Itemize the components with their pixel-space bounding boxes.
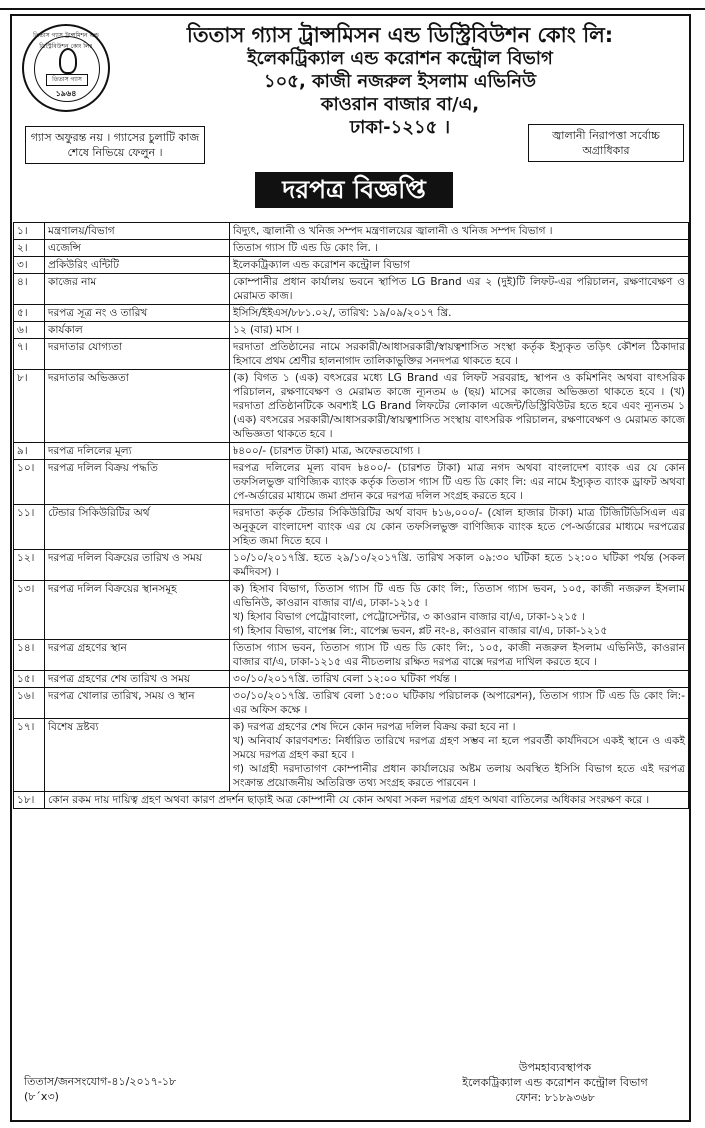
row-label: মন্ত্রণালয়/বিভাগ (45, 223, 230, 240)
letterhead (110, 24, 690, 139)
table-row (14, 640, 689, 671)
row-value-line: খ) হিসাব বিভাগ পেট্রোবাংলা, পেট্রোসেন্টার, ৩ কাওরান বাজার বা/এ, ঢাকা-১২১৫ । (233, 611, 585, 623)
row-value-line: ৳৪০০/- (চারশত টাকা) মাত্র, অফেরতযোগ্য । (233, 445, 421, 457)
address-line-1: ১০৫, কাজী নজরুল ইসলাম এভিনিউ (263, 71, 537, 92)
address-line-2: কাওরান বাজার বা/এ, (320, 94, 480, 115)
gas-saving-note: গ্যাস অফুরন্ত নয় । গ্যাসের চুলাটি কাজ শেষে নিভিয়ে ফেলুন । (25, 126, 205, 164)
row-label: দরদাতার যোগ্যতা (45, 339, 230, 370)
row-label: কাজের নাম (45, 274, 230, 305)
row-value (230, 240, 689, 257)
row-value-line: গ) আগ্রহী দরদাতাগণ কোম্পানীর প্রধান কার্যালয়ের অষ্টম তলায় অবস্থিত ইসিসি বিভাগ হতে এই দরপত্র সংক্রান্ত প্রয়োজনীয় অতিরিক্ত তথ্য সংগ্রহ করতে পারবেন । (233, 763, 685, 789)
row-value-line: ১০/১০/২০১৭খ্রি. হতে ২৯/১০/২০১৭খ্রি. তারিখ সকাল ০৯:৩০ ঘটিকা হতে ১২:০০ ঘটিকা পর্যন্ত (সকল কর্মদিবস) । (233, 552, 685, 578)
row-value-line: ইসিসি/ইইএস/৮৮১.০২/, তারিখ: ১৯/০৯/২০১৭ খ্রি. (233, 307, 452, 319)
row-number: ১৪। (14, 640, 45, 671)
row-label: এজেন্সি (45, 240, 230, 257)
table-row (14, 671, 689, 688)
flame-icon (59, 48, 77, 74)
row-number: ২। (14, 240, 45, 257)
row-value (230, 305, 689, 322)
row-value-line: কোম্পানীর প্রধান কার্যালয় ভবনে স্থাপিত LG Brand এর ২ (দুই)টি লিফট-এর পরিচালন, রক্ষণাবেক্ষণ ও মেরামত কাজ। (233, 276, 685, 302)
row-value (230, 257, 689, 274)
row-value (230, 223, 689, 240)
table-row (14, 305, 689, 322)
dept-name: ইলেকট্রিক্যাল এন্ড করোশন কন্ট্রোল বিভাগ (247, 48, 553, 69)
row-value (230, 443, 689, 460)
row-number: ১২। (14, 550, 45, 581)
signature-block (430, 1060, 680, 1105)
row-number: ১০। (14, 460, 45, 505)
row-number: ১৬। (14, 688, 45, 719)
row-value (230, 322, 689, 339)
row-value-line: ক) হিসাব বিভাগ, তিতাস গ্যাস টি এন্ড ডি কোং লি:, তিতাস গ্যাস ভবন, ১০৫, কাজী নজরুল ইসলাম এভিনিউ, কাওরান বাজার বা/এ, ঢাকা-১২১৫ । (233, 583, 685, 609)
tender-table (13, 222, 689, 809)
ad-size: (৮´x৩) (24, 1090, 59, 1103)
row-value (230, 550, 689, 581)
row-number: ১৩। (14, 581, 45, 640)
row-number: ৬। (14, 322, 45, 339)
table-row (14, 688, 689, 719)
row-value: কোন রকম দায় দায়িত্ব গ্রহণ অথবা কারণ প্রদর্শন ছাড়াই অত্র কোম্পানী যে কোন অথবা সকল দরপত্র গ্রহণ অথবা বাতিলের অধিকার সংরক্ষণ করে । (45, 792, 689, 809)
row-value-line: ৩০/১০/২০১৭খ্রি. তারিখ বেলা ১২:০০ ঘটিকা পর্যন্ত । (233, 673, 458, 685)
row-label: দরপত্র সূত্র নং ও তারিখ (45, 305, 230, 322)
ref-number: তিতাস/জনসংযোগ-৪১/২০১৭-১৮ (24, 1075, 177, 1088)
seal-box-text: তিতাস গ্যাস (46, 74, 88, 86)
company-seal (22, 24, 110, 112)
row-number: ১৮। (14, 792, 45, 809)
row-value-line: ইলেকট্রিক্যাল এন্ড করোশন কন্ট্রোল বিভাগ (233, 259, 411, 271)
top-cut-edge (0, 0, 705, 10)
table-row (14, 550, 689, 581)
row-value-line: ১২ (বার) মাস । (233, 324, 300, 336)
fuel-safety-note: জ্বালানী নিরাপত্তা সর্বোচ্চ অগ্রাধিকার (528, 124, 684, 162)
footer-ref (24, 1074, 176, 1104)
row-number: ৩। (14, 257, 45, 274)
row-label: প্রকিউরিং এন্টিটি (45, 257, 230, 274)
row-number: ১১। (14, 505, 45, 550)
row-value (230, 688, 689, 719)
row-value-line: ৩০/১০/২০১৭খ্রি. তারিখ বেলা ১৫:০০ ঘটিকায় পরিচালক (অপারেশন), তিতাস গ্যাস টি এন্ড ডি কোং লি:-এর অফিস কক্ষে । (233, 690, 685, 716)
row-label: দরপত্র দলিল বিক্রয় পদ্ধতি (45, 460, 230, 505)
row-number: ৭। (14, 339, 45, 370)
row-value-line: তিতাস গ্যাস ভবন, তিতাস গ্যাস টি এন্ড ডি কোং লি:, ১০৫, কাজী নজরুল ইসলাম এভিনিউ, কাওরান বাজার বা/এ, ঢাকা-১২১৫ এর নীচতলায় রক্ষিত দরপত্র বাক্সে দরপত্র দাখিল করতে হবে । (233, 642, 685, 668)
row-value-line: তিতাস গ্যাস টি এন্ড ডি কোং লি. । (233, 242, 378, 254)
row-label: দরপত্র দলিল বিক্রয়ের তারিখ ও সময় (45, 550, 230, 581)
signatory-dept: ইলেকট্রিক্যাল এন্ড করোশন কন্ট্রোল বিভাগ (462, 1076, 648, 1089)
table-row (14, 581, 689, 640)
row-label: দরপত্র দলিলের মূল্য (45, 443, 230, 460)
table-row (14, 223, 689, 240)
row-value-line: (ক) বিগত ১ (এক) বৎসরের মধ্যে LG Brand এর লিফট সরবরাহ, স্থাপন ও কমিশনিং অথবা বাৎসরিক পরিচালন, রক্ষণাবেক্ষণ ও মেরামত কাজে ন্যূনতম ৬ (ছয়) মাসের কাজের অভিজ্ঞতা থাকতে হবে । (খ) দরদাতা প্রতিষ্ঠানটিকে অবশ্যই LG Brand লিফটের লোকাল এজেন্ট/ডিস্ট্রিবিউটর হতে হবে এবং ন্যূনতম ১ (এক) বৎসরের সরকারী/আধাসরকারী/স্বায়ত্বশাসিত সংস্থায় বাৎসরিক পরিচালন, রক্ষণাবেক্ষণ ও মেরামত কাজে অভিজ্ঞতা থাকতে হবে । (233, 372, 685, 440)
row-number: ১৭। (14, 719, 45, 792)
seal-year: ১৯৬৪ (55, 89, 77, 98)
row-value (230, 640, 689, 671)
row-value (230, 505, 689, 550)
table-row (14, 274, 689, 305)
row-label: দরদাতার অভিজ্ঞতা (45, 370, 230, 443)
row-number: ৪। (14, 274, 45, 305)
seal-ring-text: তিতাস গ্যাস ট্রান্সমিশন এন্ড ডিস্ট্রিবিউশন কোং লিঃ (33, 32, 99, 50)
row-label: দরপত্র গ্রহণের শেষ তারিখ ও সময় (45, 671, 230, 688)
table-row (14, 719, 689, 792)
row-number: ১। (14, 223, 45, 240)
row-number: ৮। (14, 370, 45, 443)
row-value (230, 581, 689, 640)
table-row (14, 339, 689, 370)
row-value (230, 671, 689, 688)
row-value (230, 719, 689, 792)
row-value (230, 460, 689, 505)
row-label: টেন্ডার সিকিউরিটির অর্থ (45, 505, 230, 550)
row-label: বিশেষ দ্রষ্টব্য (45, 719, 230, 792)
row-value (230, 370, 689, 443)
row-value-line: ক) দরপত্র গ্রহণের শেষ দিনে কোন দরপত্র দলিল বিক্রয় করা হবে না । (233, 721, 516, 733)
row-label: দরপত্র খোলার তারিখ, সময় ও স্থান (45, 688, 230, 719)
row-value-line: খ) অনিবার্য কারণবশত: নির্ধারিত তারিখে দরপত্র গ্রহণ সম্ভব না হলে পরবর্তী কার্যদিবসে একই স্থানে ও একই সময়ে দরপত্র গ্রহণ করা হবে । (233, 735, 685, 761)
row-value-line: বিদ্যুৎ, জ্বালানী ও খনিজ সম্পদ মন্ত্রণালয়ের জ্বালানী ও খনিজ সম্পদ বিভাগ । (233, 225, 553, 237)
row-value (230, 339, 689, 370)
row-number: ৫। (14, 305, 45, 322)
table-row (14, 460, 689, 505)
phone: ফোন: ৮১৮৯৩৬৮ (515, 1091, 595, 1104)
designation: উপমহাব্যবস্থাপক (518, 1061, 592, 1074)
row-number: ১৫। (14, 671, 45, 688)
table-row (14, 240, 689, 257)
org-name: তিতাস গ্যাস ট্রান্সমিসন এন্ড ডিস্ট্রিবিউশন কোং লি: (186, 23, 614, 47)
address-line-3: ঢাকা-১২১৫ । (349, 117, 451, 138)
table-row (14, 322, 689, 339)
row-label: দরপত্র গ্রহণের স্থান (45, 640, 230, 671)
row-value (230, 274, 689, 305)
table-row (14, 257, 689, 274)
row-value-line: দরদাতা কর্তৃক টেন্ডার সিকিউরিটির অর্থ বাবদ ৳১৬,০০০/- (ষোল হাজার টাকা) মাত্র টিজিটিডিসিএল এর অনুকূলে বাংলাদেশ ব্যাংক এর যে কোন তফসিলভুক্ত বাণিজ্যিক ব্যাংক হতে পে-অর্ডারের মাধ্যমে দরপত্রের সহিত জমা দিতে হবে । (233, 507, 685, 547)
row-value-line: দরপত্র দলিলের মূল্য বাবদ ৳৪০০/- (চারশত টাকা) মাত্র নগদ অথবা বাংলাদেশ ব্যাংক এর যে কোন তফসিলভুক্ত বাণিজ্যিক ব্যাংক কর্তৃক তিতাস গ্যাস টি এন্ড ডি কোং লি: এর নামে ইস্যুকৃত ব্যাংক ড্রাফট অথবা পে-অর্ডারের মাধ্যমে জমা প্রদান করে দরপত্র দলিল সংগ্রহ করতে হবে । (233, 462, 685, 502)
table-row (14, 443, 689, 460)
page-title: দরপত্র বিজ্ঞপ্তি (255, 172, 453, 208)
row-label: দরপত্র দলিল বিক্রয়ের স্থানসমূহ (45, 581, 230, 640)
row-value-line: দরদাতা প্রতিষ্ঠানের নামে সরকারী/আধাসরকারী/স্বায়ত্বশাসিত সংস্থা কর্তৃক ইস্যুকৃত তড়িৎ কৌশল ঠিকাদার হিসাবে প্রথম শ্রেণীর হালনাগাদ তালিকাভুক্তির সনদপত্র থাকতে হবে । (233, 341, 685, 367)
row-label: কার্যকাল (45, 322, 230, 339)
table-row (14, 505, 689, 550)
row-value-line: গ) হিসাব বিভাগ, বাপেক্স লি:, বাপেক্স ভবন, প্লট নং-৪, কাওরান বাজার বা/এ, ঢাকা-১২১৫ (233, 625, 608, 637)
table-row (14, 792, 689, 809)
table-row (14, 370, 689, 443)
row-number: ৯। (14, 443, 45, 460)
